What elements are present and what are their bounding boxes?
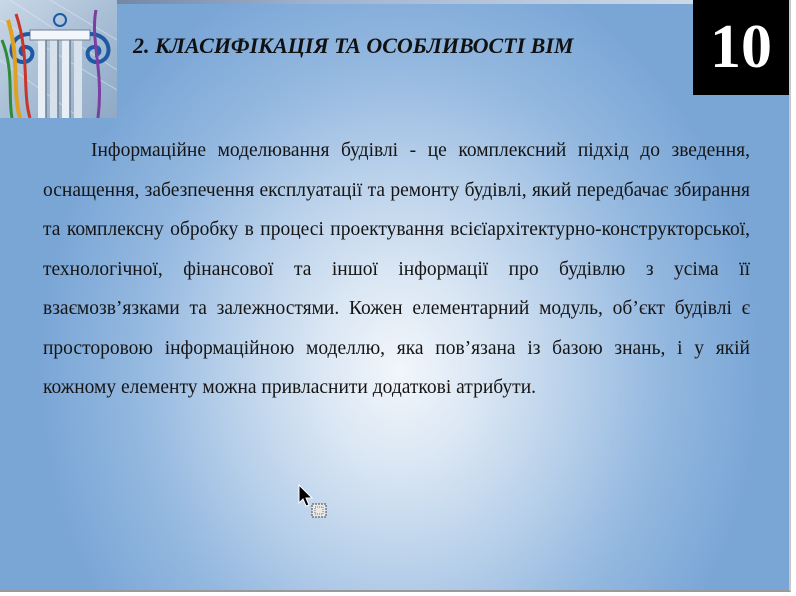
- arrow-busy-cursor-icon: [296, 484, 332, 520]
- slide-body-paragraph: Інформаційне моделювання будівлі - це комплексний підхід до зведення, оснащення, забезпечення експлуатації та ремонту будівлі, який передбачає збирання та комплексну обробку в процесі проектування всієїархітектурно-конструкторської, технологічної, фінансової та іншої інформації про будівлю з усіма її взаємозв’язками та залежностями. Кожен елементарний модуль, об’єкт будівлі є просторовою інформаційною моделлю, яка пов’язана із базою знань, і у якій кожному елементу можна привласнити додаткові атрибути.: [43, 140, 750, 398]
- slide-title: 2. КЛАСИФІКАЦІЯ ТА ОСОБЛИВОСТІ ВІМ: [133, 33, 574, 58]
- column-logo-icon: [0, 0, 117, 118]
- slide-number-badge: 10: [693, 0, 789, 95]
